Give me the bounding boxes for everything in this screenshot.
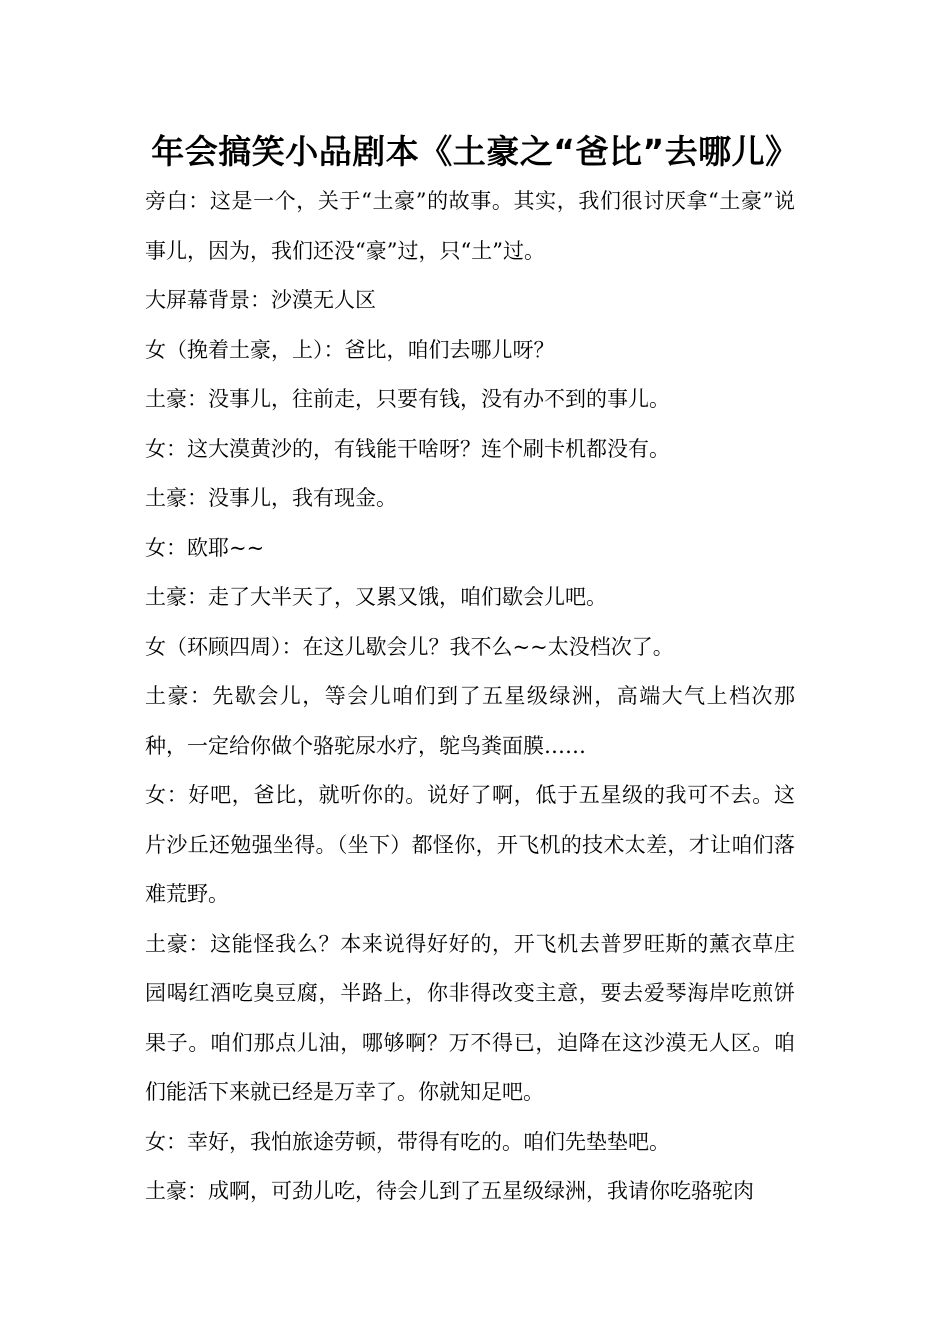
paragraph-dialogue: 女（挽着土豪，上）：爸比，咱们去哪儿呀？ bbox=[145, 337, 555, 362]
paragraph-dialogue: 土豪：成啊，可劲儿吃，待会儿到了五星级绿洲，我请你吃骆驼肉 bbox=[145, 1179, 754, 1203]
document-title: 年会搞笑小品剧本《土豪之“爸比”去哪儿》 bbox=[151, 132, 799, 171]
paragraph-dialogue: 土豪：没事儿，往前走，只要有钱，没有办不到的事儿。 bbox=[145, 387, 670, 411]
paragraph-background: 大屏幕背景：沙漠无人区 bbox=[145, 288, 376, 312]
paragraph-dialogue: 土豪：先歇会儿，等会儿咱们到了五星级绿洲，高端大气上档次那种，一定给你做个骆驼尿水疗，鸵鸟粪面膜…… bbox=[145, 684, 795, 758]
paragraph-dialogue: 女：好吧，爸比，就听你的。说好了啊，低于五星级的我可不去。这片沙丘还勉强坐得。（坐下）都怪你，开飞机的技术太差，才让咱们落难荒野。 bbox=[145, 783, 795, 906]
paragraph-dialogue: 土豪：没事儿，我有现金。 bbox=[145, 486, 397, 510]
paragraph-dialogue: 土豪：这能怪我么？本来说得好好的，开飞机去普罗旺斯的薰衣草庄园喝红酒吃臭豆腐，半路上，你非得改变主意，要去爱琴海岸吃煎饼果子。咱们那点儿油，哪够啊？万不得已，迫降在这沙漠无人区。咱们能活下来就已经是万幸了。你就知足吧。 bbox=[145, 931, 795, 1104]
paragraph-dialogue: 女：欧耶~~ bbox=[145, 535, 265, 560]
paragraph-dialogue: 女（环顾四周）：在这儿歇会儿？我不么~~太没档次了。 bbox=[145, 634, 674, 659]
paragraph-dialogue: 土豪：走了大半天了，又累又饿，咱们歇会儿吧。 bbox=[145, 585, 607, 609]
paragraph-dialogue: 女：这大漠黄沙的，有钱能干啥呀？连个刷卡机都没有。 bbox=[145, 436, 670, 461]
paragraph-dialogue: 女：幸好，我怕旅途劳顿，带得有吃的。咱们先垫垫吧。 bbox=[145, 1129, 670, 1154]
paragraph-narration: 旁白：这是一个，关于“土豪”的故事。其实，我们很讨厌拿“土豪”说事儿，因为，我们还没“豪”过，只“土”过。 bbox=[145, 189, 795, 263]
document-body bbox=[145, 177, 795, 1217]
